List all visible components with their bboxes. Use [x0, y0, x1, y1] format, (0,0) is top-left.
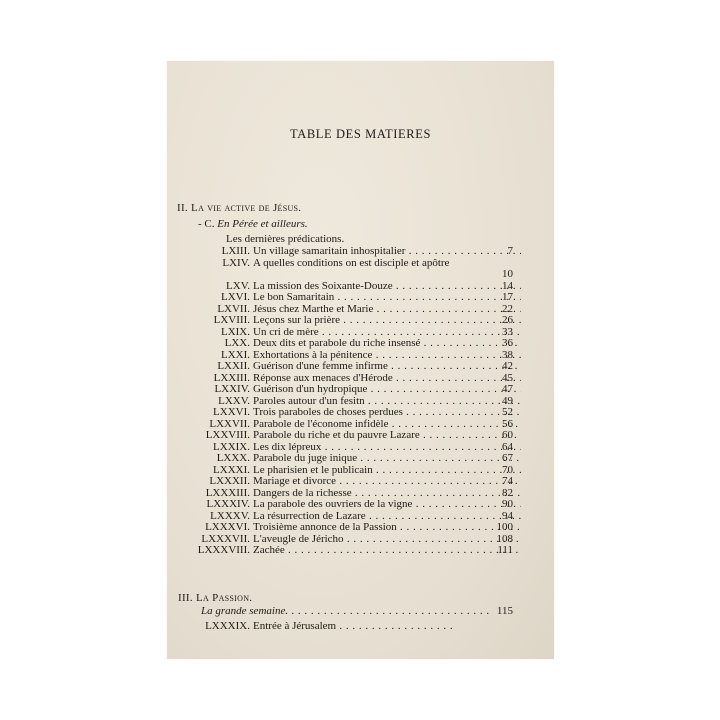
- subsection-title-text: La grande semaine.: [201, 606, 289, 617]
- toc-row: [167, 338, 554, 350]
- chapter-title: Guérison d'une femme infirme . . .: [253, 361, 521, 373]
- chapter-title: Réponse aux menaces d'Hérode . . .: [253, 373, 521, 385]
- page-number: 74: [502, 475, 513, 487]
- chapter-number: LXXII.: [217, 360, 250, 372]
- chapter-number: LXX.: [224, 337, 250, 349]
- part-2-numeral: II.: [177, 202, 188, 214]
- page-number: 94: [502, 509, 513, 522]
- chapter-number: LXXXIV.: [206, 498, 250, 510]
- chapter-number: LXV.: [226, 279, 250, 292]
- chapter-title: Un cri de mère . . .: [253, 327, 521, 339]
- subsection-c-title: En Pérée et ailleurs.: [217, 218, 308, 230]
- page-number: 49: [502, 394, 513, 407]
- chapter-number: LXXXIX.: [205, 620, 250, 632]
- page-number: 33: [502, 325, 513, 338]
- toc-row: [167, 430, 554, 442]
- chapter-title: Le pharisien et le publicain . . .: [253, 465, 521, 477]
- subsection-c-letter: - C.: [198, 218, 215, 230]
- chapter-number: LXIX.: [220, 325, 250, 338]
- chapter-title: Parabole du riche et du pauvre Lazare . . .: [253, 430, 521, 442]
- chapter-number: LXXIV.: [214, 383, 250, 395]
- chapter-title: Deux dits et parabole du riche insensé . . .: [253, 338, 521, 350]
- chapter-title: Guérison d'un hydropique . . .: [253, 384, 521, 396]
- group-heading: Les dernières prédications.: [226, 233, 345, 245]
- part-3-numeral: III.: [178, 592, 193, 604]
- chapter-number: LXXV.: [218, 394, 250, 407]
- chapter-title: Parabole du juge inique . . .: [253, 453, 521, 465]
- part-2-title: La vie active de Jésus.: [191, 202, 302, 214]
- toc-row: [167, 499, 554, 511]
- page-number: 67: [502, 452, 513, 464]
- chapter-number: LXXXVII.: [201, 532, 250, 545]
- chapter-title: L'aveugle de Jéricho . . .: [253, 534, 521, 546]
- chapter-number: LXXXV.: [210, 509, 250, 522]
- chapter-number: LXXIX.: [213, 440, 250, 453]
- chapter-number: LXVI.: [220, 291, 250, 303]
- chapter-number: LXXVIII.: [205, 429, 250, 441]
- page-number: 90: [502, 498, 513, 510]
- chapter-number: LXXX.: [216, 452, 250, 464]
- chapter-title: Trois paraboles de choses perdues . . .: [253, 407, 521, 419]
- toc-row: [167, 384, 554, 396]
- page-number: 60: [502, 429, 513, 441]
- chapter-title: Entrée à Jérusalem . . .: [253, 621, 453, 633]
- page-number: 10: [502, 268, 513, 280]
- chapter-number: LXXVI.: [213, 406, 250, 418]
- toc-row: [167, 407, 554, 419]
- chapter-number: LXXXVIII.: [197, 544, 250, 556]
- chapter-title: Troisième annonce de la Passion . . .: [253, 522, 521, 534]
- part-2-heading: [177, 202, 301, 214]
- chapter-title: Zachée . . .: [253, 545, 521, 557]
- chapter-number: LXXI.: [220, 348, 250, 361]
- chapter-title: La résurrection de Lazare . . .: [253, 511, 521, 523]
- toc-row: [167, 315, 554, 327]
- part-3-subsection: [167, 606, 554, 618]
- page-number: 45: [502, 371, 513, 384]
- subsection-row: [167, 606, 554, 618]
- page-title: TABLE DES MATIERES: [289, 127, 432, 141]
- page-number: 42: [502, 360, 513, 372]
- chapter-number: LXVII.: [217, 302, 250, 315]
- book-page: [167, 61, 554, 659]
- toc-row: [167, 246, 554, 258]
- chapter-title: Exhortations à la pénitence . . .: [253, 350, 521, 362]
- chapter-title: La mission des Soixante-Douze . . .: [253, 281, 521, 293]
- page-number: 26: [502, 314, 513, 326]
- subsection-c-heading: [198, 218, 308, 230]
- page-number: 47: [502, 383, 513, 395]
- page-number: 22: [502, 302, 513, 315]
- toc-row: [167, 545, 554, 557]
- subsection-title: [201, 606, 491, 618]
- page-number: 100: [496, 521, 513, 533]
- chapter-number: LXVIII.: [213, 314, 250, 326]
- page-number: 36: [502, 337, 513, 349]
- chapter-number: LXXXII.: [209, 475, 250, 487]
- chapter-number: LXIV.: [222, 256, 250, 269]
- page-number: 56: [502, 417, 513, 430]
- part-3-heading: [178, 592, 252, 604]
- chapter-number: LXXVII.: [209, 417, 250, 430]
- toc-row: [167, 292, 554, 304]
- chapter-title: Un village samaritain inhospitalier . . .: [253, 246, 521, 258]
- chapter-title: Les dix lépreux . . .: [253, 442, 521, 454]
- page-number: 70: [502, 463, 513, 476]
- chapter-title: Jésus chez Marthe et Marie . . .: [253, 304, 521, 316]
- chapter-title: A quelles conditions on est disciple et apôtre: [253, 256, 450, 269]
- page-number: 64: [502, 440, 513, 453]
- toc-entries: [167, 246, 554, 557]
- chapter-number: LXXIII.: [213, 371, 250, 384]
- toc-row: [167, 621, 554, 633]
- page-number: 14: [502, 279, 513, 292]
- page-number: 7: [507, 245, 513, 257]
- page-number: 111: [497, 544, 513, 556]
- page-number: 17: [502, 291, 513, 303]
- toc-row: [167, 361, 554, 373]
- chapter-title: Paroles autour d'un fesitn . . .: [253, 396, 521, 408]
- toc-row: [167, 522, 554, 534]
- chapter-number: LXXXVI.: [205, 521, 250, 533]
- subsection-page-number: 115: [496, 605, 513, 617]
- chapter-title: Parabole de l'économe infidèle . . .: [253, 419, 521, 431]
- toc-row: [167, 476, 554, 488]
- chapter-number: LXXXI.: [213, 463, 250, 476]
- page-number: 108: [496, 532, 513, 545]
- chapter-title: Le bon Samaritain . . .: [253, 292, 521, 304]
- toc-row: [167, 258, 554, 281]
- chapter-number: LXXXIII.: [205, 486, 250, 499]
- chapter-title: Leçons sur la prière . . .: [253, 315, 521, 327]
- page-number: 82: [502, 486, 513, 499]
- chapter-title: Dangers de la richesse . . .: [253, 488, 521, 500]
- chapter-number: LXIII.: [221, 245, 250, 257]
- part-3-entries: [167, 621, 554, 633]
- page-number: 38: [502, 348, 513, 361]
- chapter-title: Mariage et divorce . . .: [253, 476, 521, 488]
- chapter-title: La parabole des ouvriers de la vigne . . .: [253, 499, 521, 511]
- part-3-title: La Passion.: [196, 592, 253, 604]
- toc-row: [167, 453, 554, 465]
- page-number: 52: [502, 406, 513, 418]
